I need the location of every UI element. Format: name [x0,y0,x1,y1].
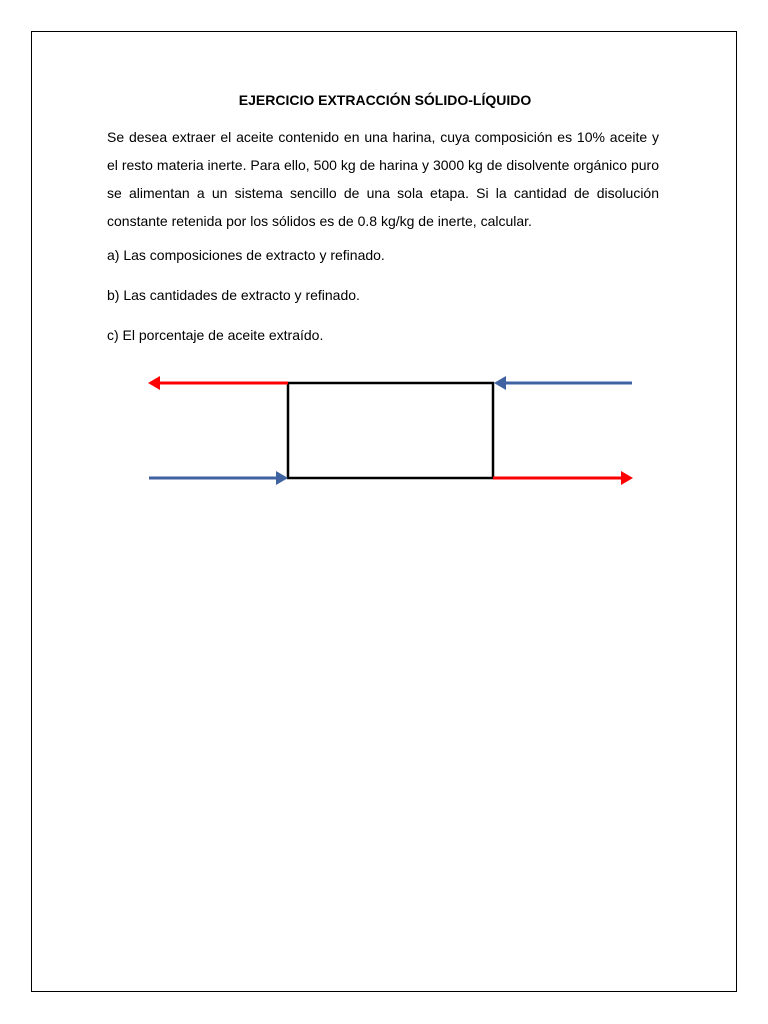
extraction-stage-box [288,383,493,478]
feed-inflow-arrowhead [276,471,288,485]
question-a: a) Las composiciones de extracto y refinado. [107,247,385,263]
solvent-inflow-arrowhead [494,376,506,390]
document-page [31,31,737,992]
question-b: b) Las cantidades de extracto y refinado. [107,287,360,303]
extract-outflow-arrowhead [148,376,160,390]
document-title: EJERCICIO EXTRACCIÓN SÓLIDO-LÍQUIDO [238,92,532,108]
raffinate-outflow-arrowhead [621,471,633,485]
problem-statement: Se desea extraer el aceite contenido en una harina, cuya composición es 10% aceite y el resto materia inerte. Para ello, 500 kg de harina y 3000 kg de disolvente orgánico puro se alimentan a un sistema sencillo de una sola etapa. Si la cantidad de disolución constante retenida por los sólidos es de 0.8 kg/kg de inerte, calcular. [107,129,659,229]
question-c: c) El porcentaje de aceite extraído. [107,327,324,343]
